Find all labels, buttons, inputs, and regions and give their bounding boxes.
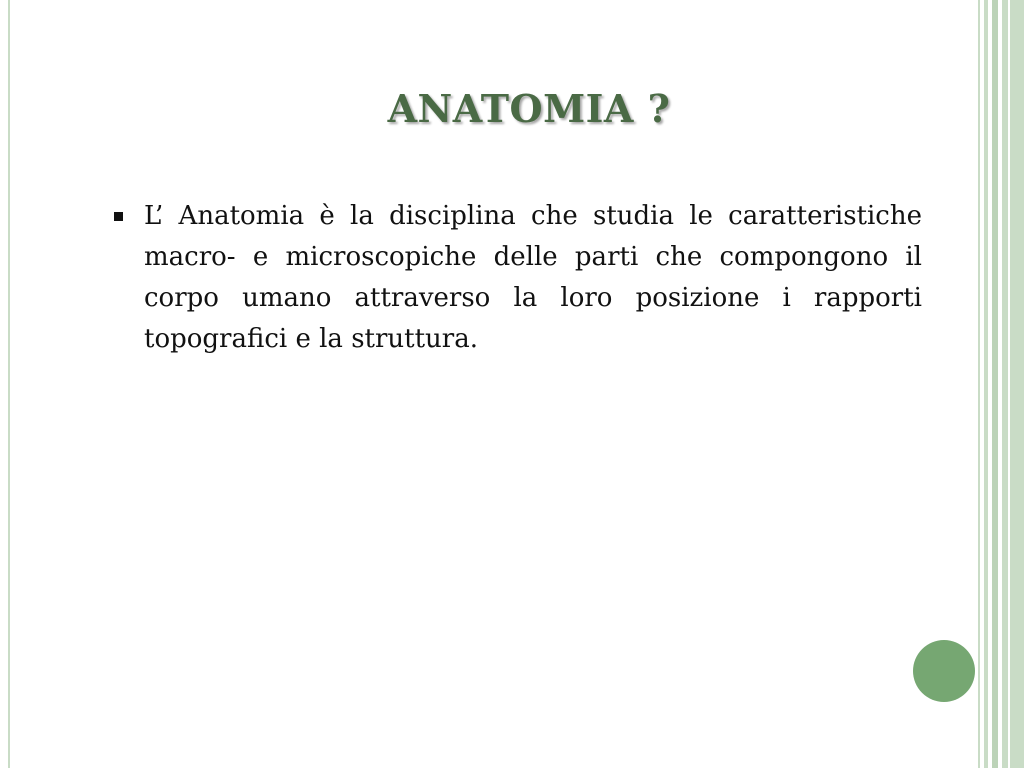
slide-title: ANATOMIA ?	[387, 86, 671, 131]
bullet-text: L’ Anatomia è la disciplina che studia le caratteristiche macro- e microscopiche delle parti che compongono il corpo umano attraverso la loro posizione i rapporti topografici e la struttura.	[144, 201, 922, 354]
bullet-list	[114, 196, 922, 360]
decorative-circle-icon	[913, 640, 975, 702]
square-bullet-icon	[114, 212, 123, 221]
